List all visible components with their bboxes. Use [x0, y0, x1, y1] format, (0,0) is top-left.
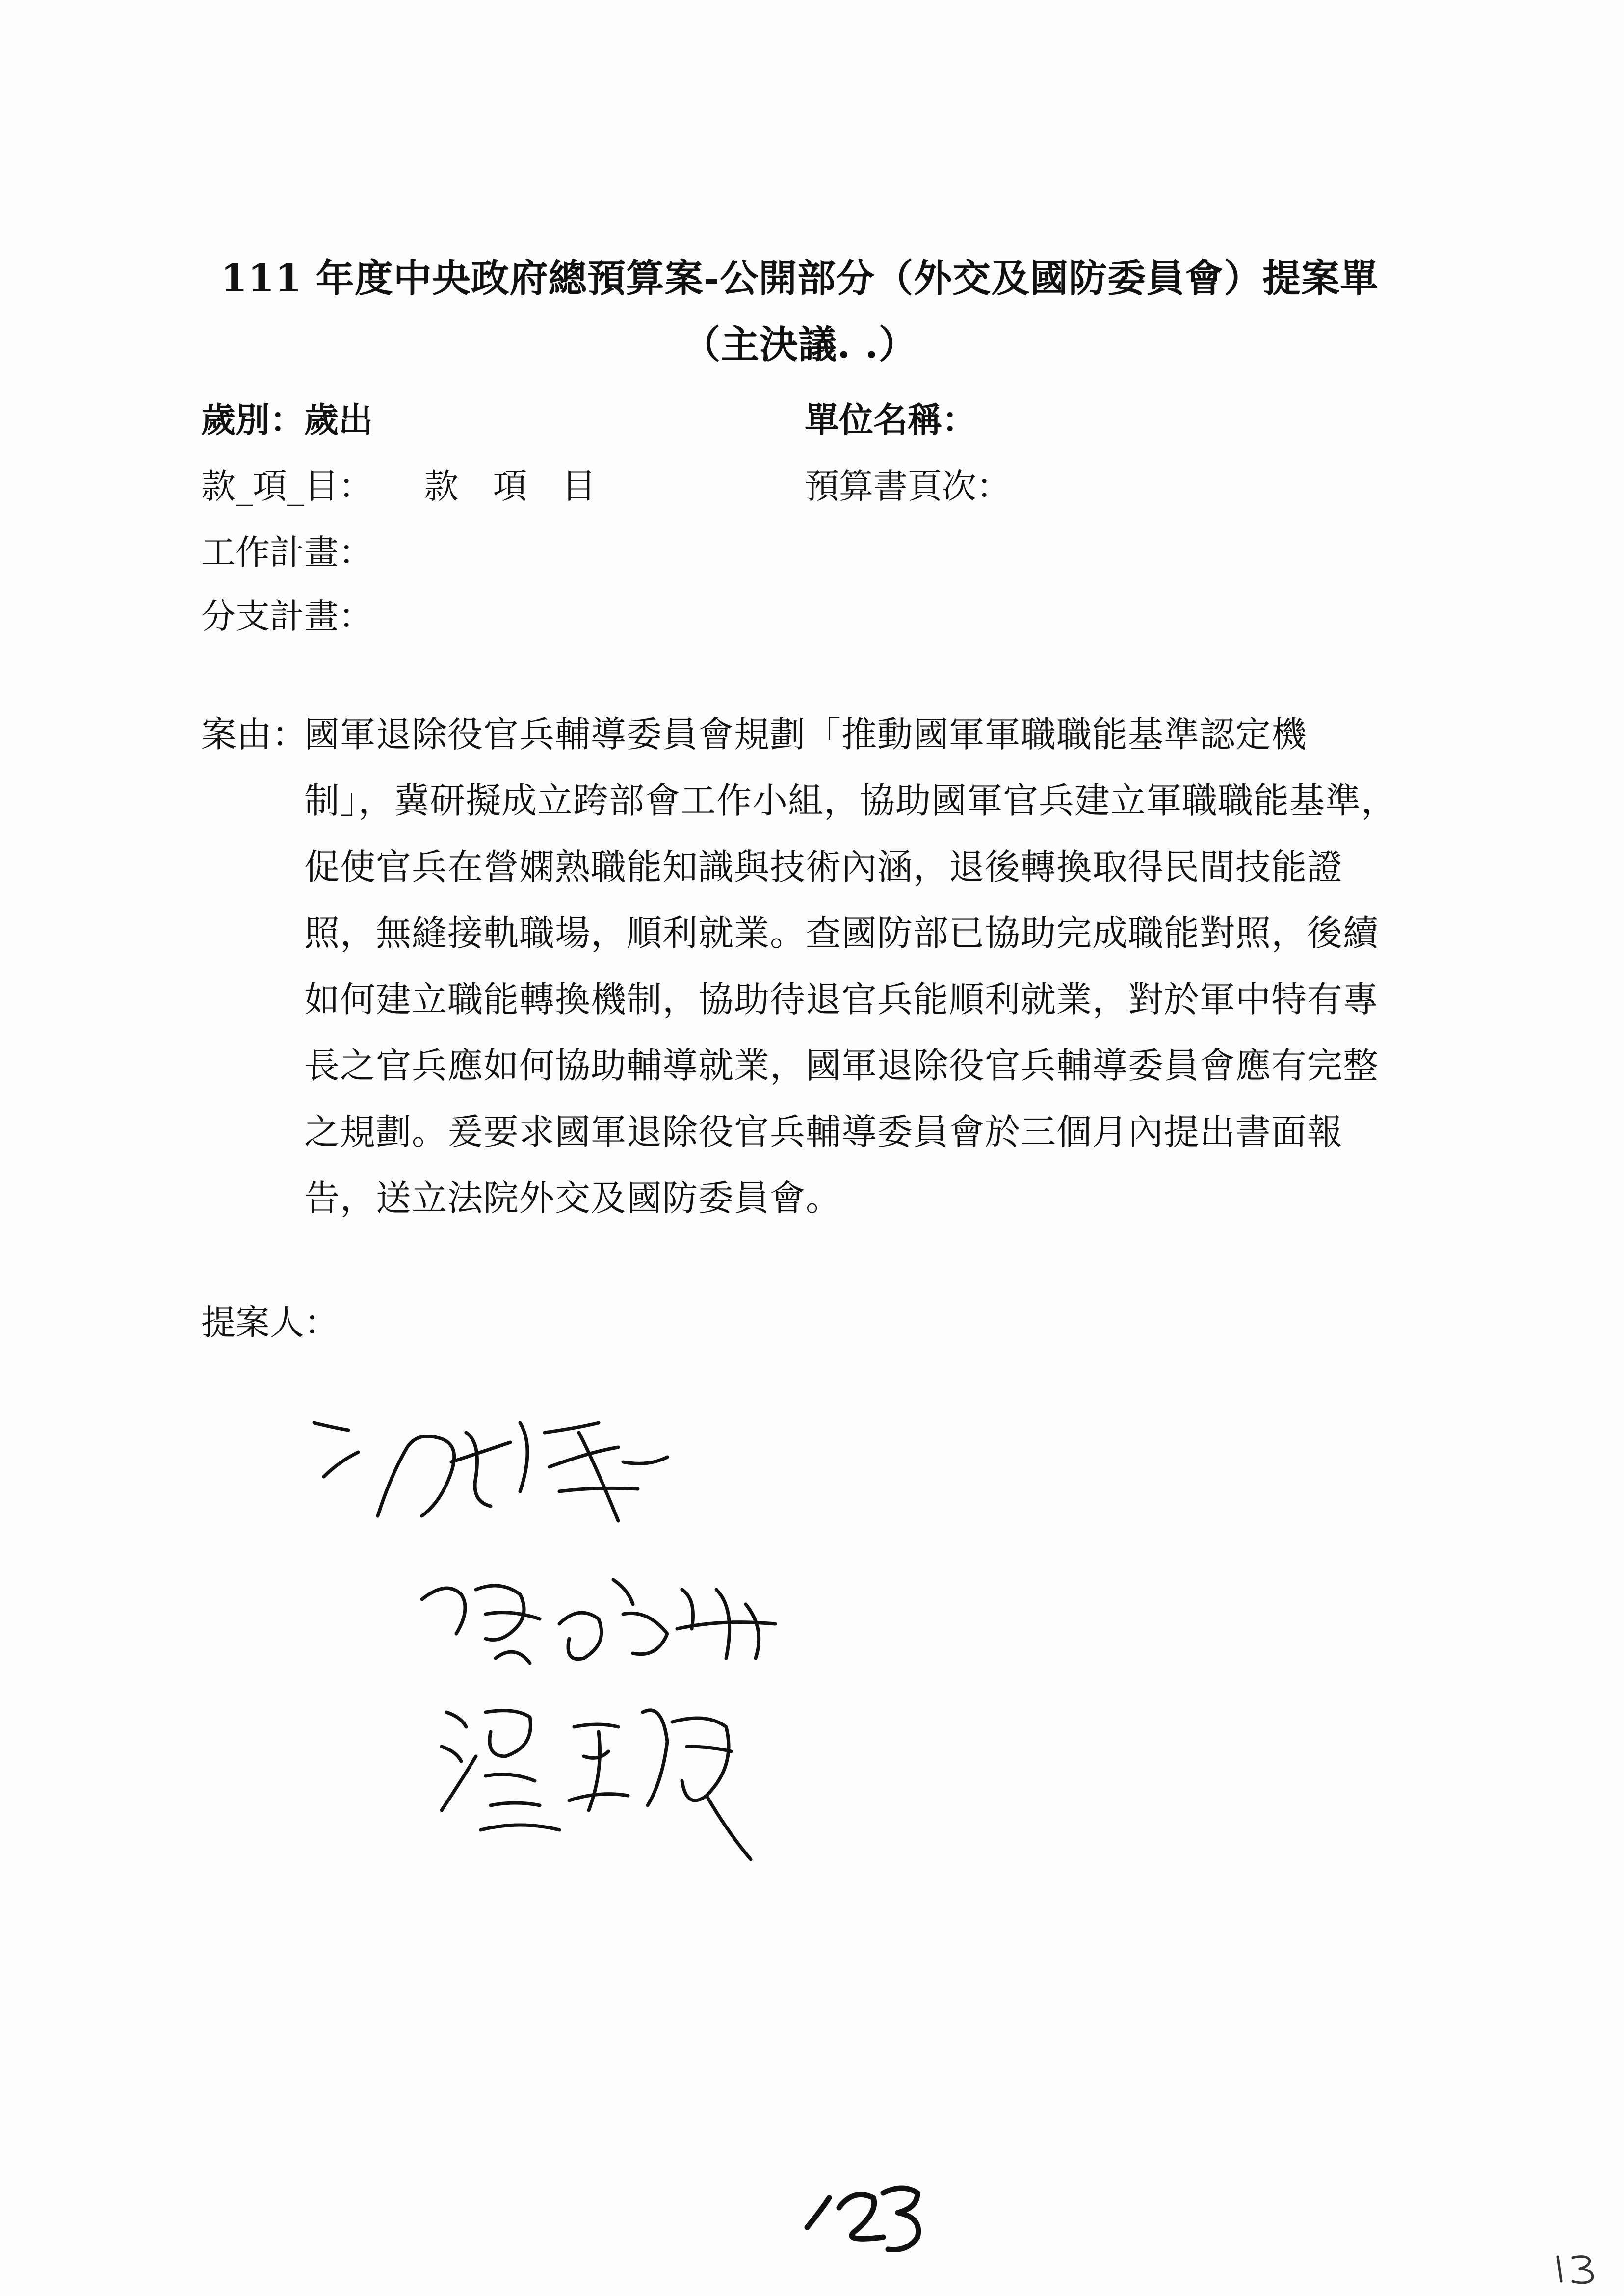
reason-line: 之規劃。爰要求國軍退除役官兵輔導委員會於三個月內提出書面報 [304, 1111, 1343, 1152]
reason-line: 長之官兵應如何協助輔導就業，國軍退除役官兵輔導委員會應有完整 [304, 1045, 1379, 1086]
branch-plan-field [201, 589, 373, 638]
document-subtitle: （主決議. .） [682, 322, 917, 367]
item-label: 款_項_目： [201, 466, 373, 506]
reason-line: 如何建立職能轉換機制，協助待退官兵能順利就業，對於軍中特有專 [304, 979, 1379, 1020]
corner-page-number [1550, 2252, 1604, 2286]
proposer-label: 提案人： [201, 1303, 339, 1343]
reason-line: 促使官兵在營嫻熟職能知識與技術內涵，退後轉換取得民間技能證 [304, 846, 1343, 887]
reason-label: 案由： [201, 714, 308, 755]
signature-1 [304, 1403, 687, 1540]
reason-line: 照，無縫接軌職場，順利就業。查國防部已協助完成職能對照，後續 [304, 913, 1379, 954]
item-field [201, 459, 596, 508]
unit-label: 單位名稱： [805, 399, 976, 440]
branch-plan-label: 分支計畫： [201, 596, 373, 636]
signature-2 [402, 1560, 805, 1688]
category-value: 歲出 [304, 399, 373, 440]
category-field [201, 392, 373, 442]
reason-line: 告，送立法院外交及國防委員會。 [304, 1177, 842, 1219]
unit-field [805, 392, 976, 442]
budget-page-field [805, 459, 1011, 508]
work-plan-field [201, 525, 373, 574]
handwritten-page-number [800, 2168, 937, 2252]
reason-line: 制」，冀研擬成立跨部會工作小組，協助國軍官兵建立軍職職能基準， [304, 780, 1397, 821]
budget-page-label: 預算書頁次： [805, 466, 1011, 506]
category-label: 歲別： [201, 399, 304, 440]
work-plan-label: 工作計畫： [201, 532, 373, 573]
item-value: 款 項 目 [424, 466, 596, 506]
signature-3 [432, 1683, 785, 1869]
document-title: 111 年度中央政府總預算案-公開部分（外交及國防委員會）提案單 [220, 256, 1379, 301]
reason-line: 國軍退除役官兵輔導委員會規劃「推動國軍軍職職能基準認定機 [304, 714, 1308, 755]
